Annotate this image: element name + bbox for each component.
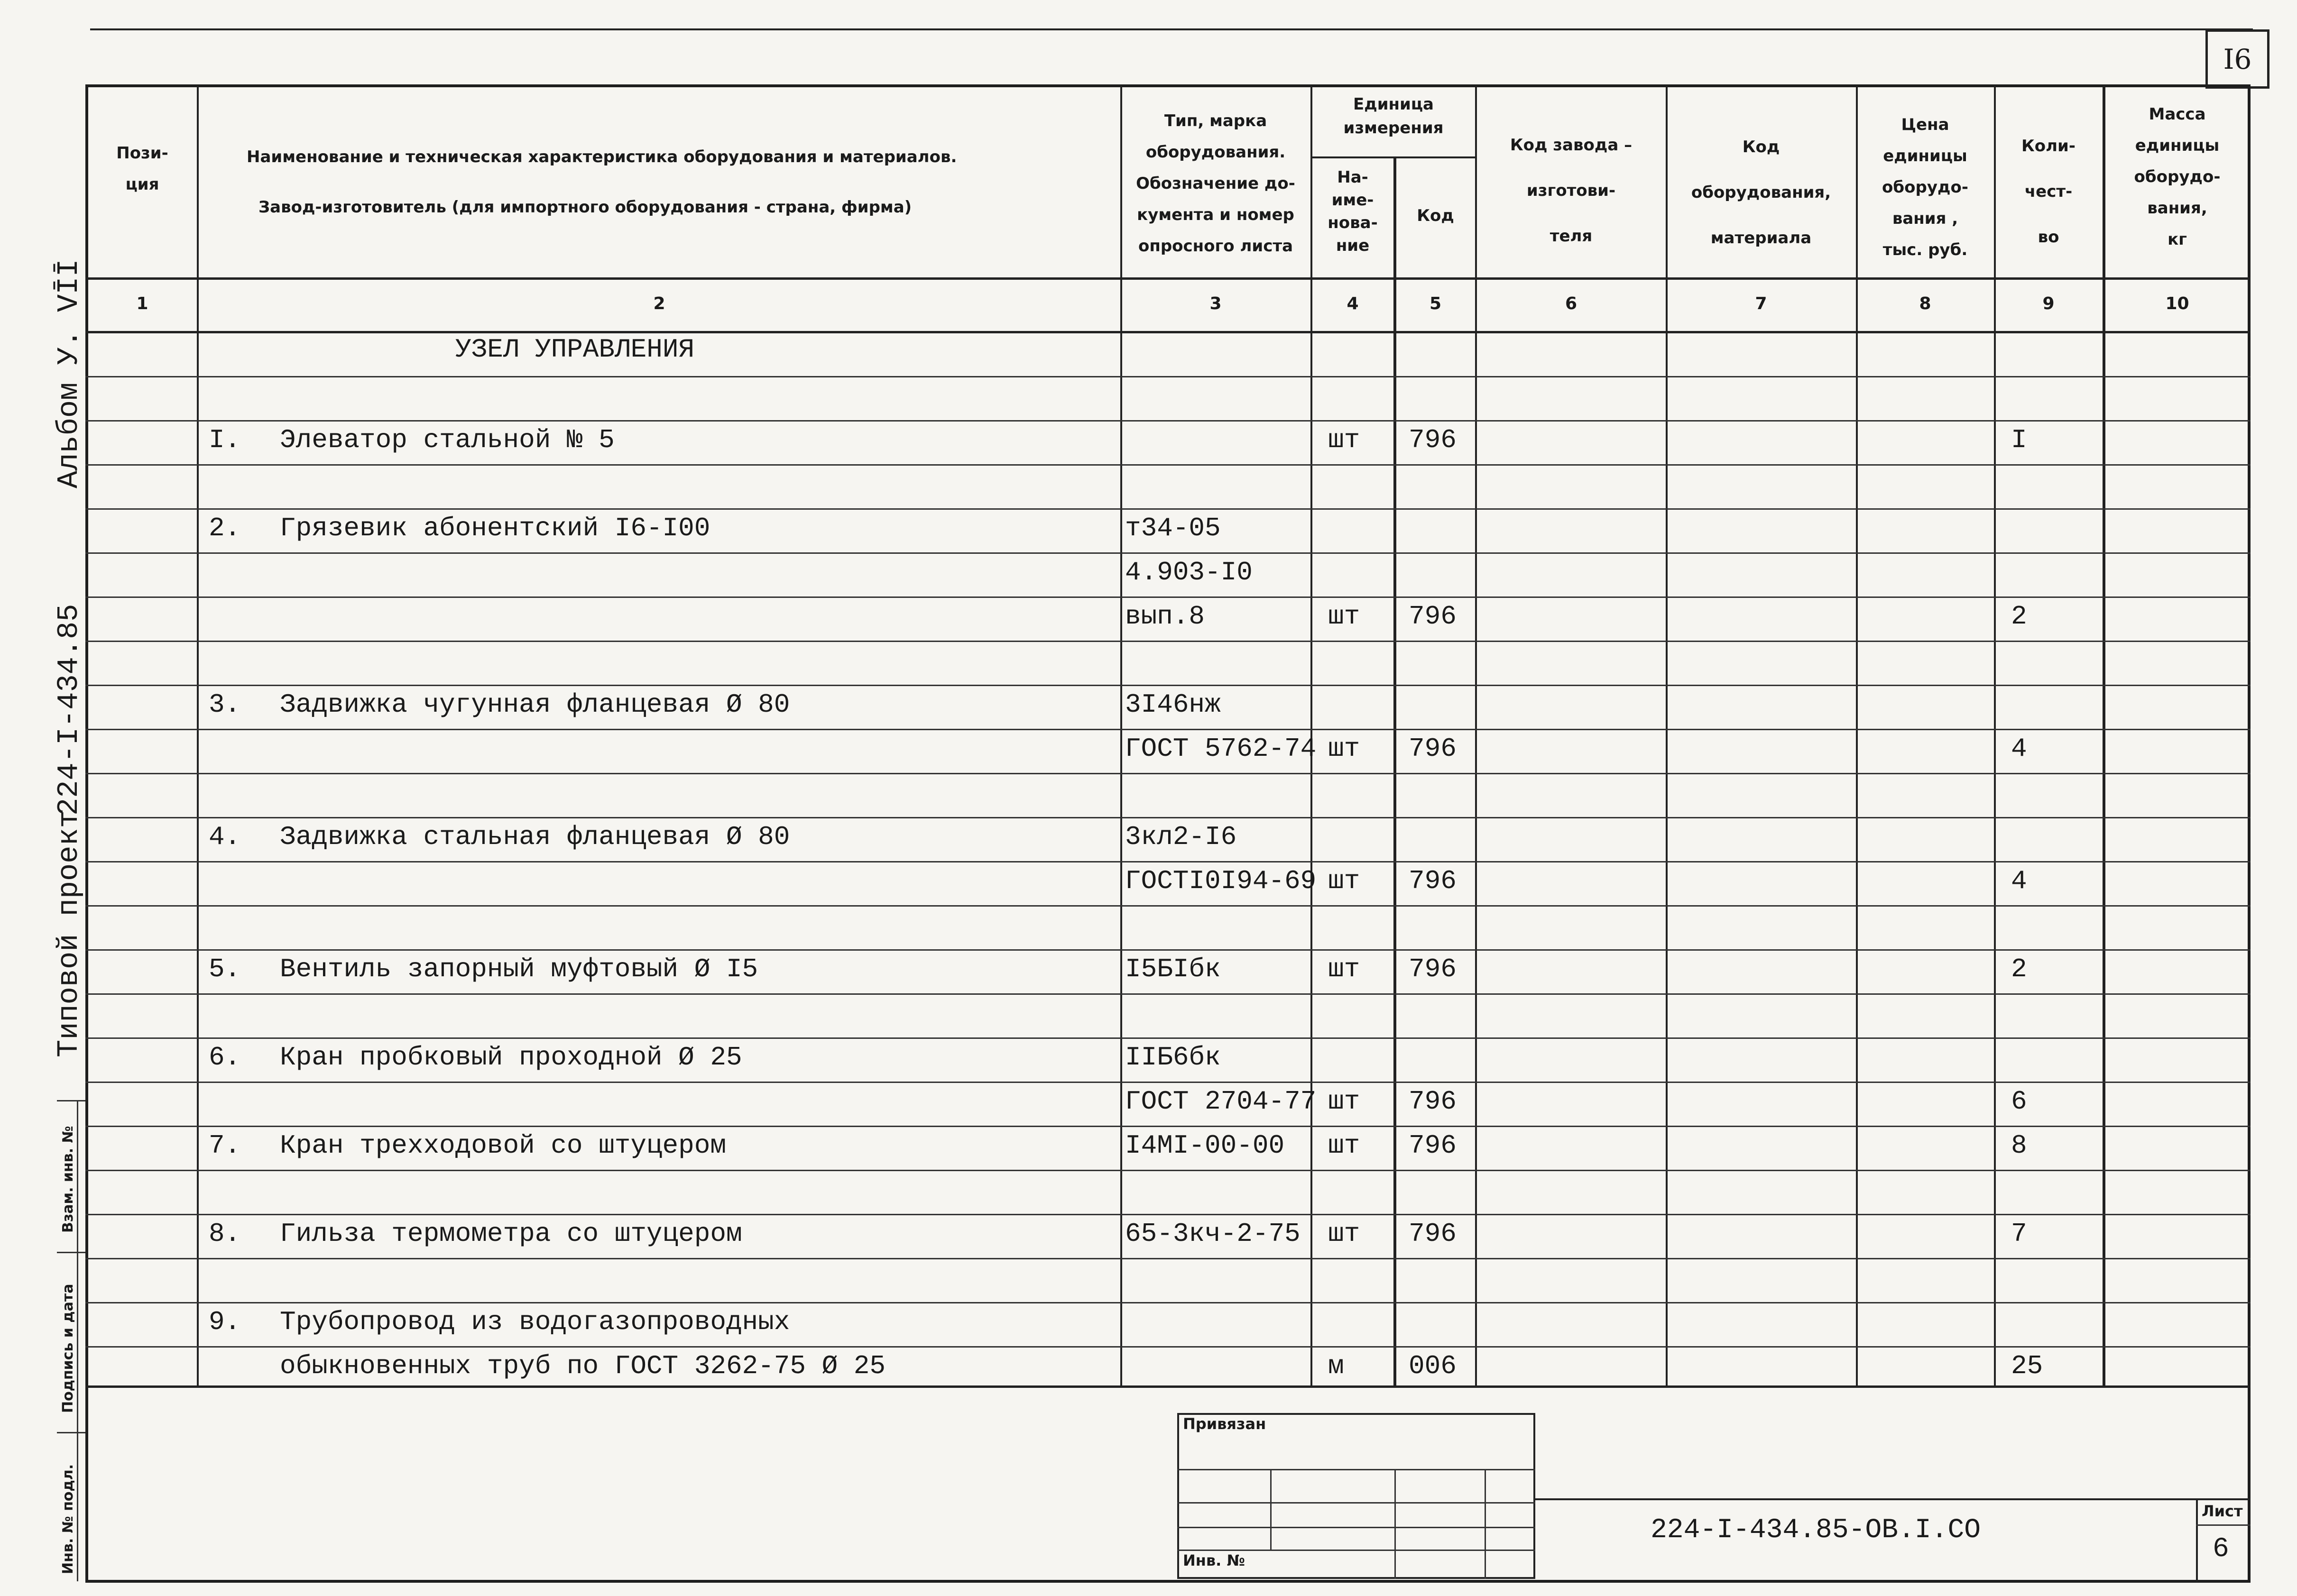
row-number: I. [209,425,241,455]
row-line [85,376,2251,377]
row-line [85,1214,2251,1215]
row-number: 7. [209,1130,241,1161]
row-type: 3кл2-I6 [1125,822,1237,852]
row-line [85,1082,2251,1083]
row-line [85,685,2251,686]
row-line [85,1346,2251,1348]
row-line [85,552,2251,554]
colnum-9: 9 [2042,294,2055,313]
table-body-bottom [85,1385,2251,1388]
stamp-line-2 [1177,1502,1535,1504]
header-type: Тип, марка оборудования. Обозначение до- кумента и номер опросного листа [1136,111,1295,256]
project-type: Типовой проект [52,810,86,1057]
col-line-8 [1994,85,1996,1385]
row-unit: шт [1328,1086,1360,1117]
header-bottom-line [85,277,2251,280]
stamp-line-4 [1177,1550,1535,1551]
row-number: 9. [209,1307,241,1337]
row-line [85,993,2251,995]
row-line [85,773,2251,774]
row-number: 6. [209,1042,241,1073]
row-code: 796 [1409,1086,1457,1117]
row-name: Трубопровод из водогазопроводных [280,1307,790,1337]
top-border-line [90,28,2253,30]
colnum-2: 2 [653,294,665,313]
row-name: Кран пробковый проходной Ø 25 [280,1042,742,1073]
row-line [85,1037,2251,1039]
col-line-2 [1120,85,1122,1385]
row-line [85,1170,2251,1171]
colnum-6: 6 [1565,294,1577,313]
document-number: 224-I-434.85-ОВ.I.СО [1651,1515,1981,1546]
stamp-privyazan-label: Привязан [1183,1415,1266,1433]
row-type: вып.8 [1125,601,1205,632]
colnum-4: 4 [1347,294,1359,313]
row-type: I5БIбк [1125,954,1221,984]
col-line-4 [1393,156,1396,1385]
colnum-10: 10 [2165,294,2189,313]
row-unit: шт [1328,601,1360,632]
podpis-data-label: Подпись и дата [60,1284,76,1413]
row-name: Грязевик абонентский I6-I00 [280,513,710,543]
header-position: Пози- ция [116,144,168,194]
row-line [85,508,2251,510]
row-type: т34-05 [1125,513,1221,543]
stamp-vline-1 [1270,1469,1272,1550]
row-line [85,861,2251,862]
row-line [85,949,2251,951]
album-label: Альбом У. VĪĪ [52,259,86,488]
row-line [85,420,2251,422]
row-line [85,1302,2251,1303]
stamp-inv-label: Инв. № [1183,1551,1245,1569]
row-code: 796 [1409,866,1457,896]
row-line [85,905,2251,907]
col-line-1 [197,85,199,1385]
row-line [85,596,2251,598]
side-strip-sep-3 [57,1432,85,1433]
row-name: Задвижка чугунная фланцевая Ø 80 [280,689,790,720]
row-quantity: 6 [2011,1086,2027,1117]
row-line [85,641,2251,642]
sheet-number: 6 [2213,1534,2229,1565]
title-block-line [1535,1498,2251,1500]
row-line [85,729,2251,730]
stamp-line-3 [1177,1527,1535,1528]
row-name: Элеватор стальной № 5 [280,425,615,455]
header-factory-code: Код завода – изготови- теля [1510,136,1633,246]
sheet-label-line [2196,1524,2251,1526]
row-line [85,464,2251,466]
header-unit-name: На- име- нова- ние [1328,168,1378,255]
colnum-8: 8 [1919,294,1931,313]
header-unit-code: Код [1417,206,1454,225]
unit-subheader-line [1310,156,1475,158]
colnum-3: 3 [1209,294,1222,313]
row-quantity: 4 [2011,734,2027,764]
sheet-label: Лист [2202,1502,2243,1520]
header-mass: Масса единицы оборудо- вания, кг [2134,105,2221,249]
row-code: 796 [1409,1219,1457,1249]
side-strip-sep-2 [57,1252,85,1253]
row-type: 4.903-I0 [1125,557,1253,587]
row-number: 4. [209,822,241,852]
row-type: ГОСТ 2704-77 [1125,1086,1317,1117]
row-type: ГОСТ 5762-74 [1125,734,1317,764]
row-name: Кран трехходовой со штуцером [280,1130,726,1161]
row-code: 796 [1409,954,1457,984]
row-quantity: 25 [2011,1351,2043,1381]
side-strip-sep-1 [57,1100,85,1101]
row-quantity: 8 [2011,1130,2027,1161]
col-line-5 [1475,85,1477,1385]
row-line [85,817,2251,818]
stamp-vline-3 [1485,1469,1486,1579]
page-number: I6 [2205,29,2269,89]
row-code: 796 [1409,601,1457,632]
stamp-vline-2 [1394,1469,1396,1579]
row-quantity: 4 [2011,866,2027,896]
row-quantity: 2 [2011,954,2027,984]
stamp-line-1 [1177,1469,1535,1470]
row-unit: шт [1328,1219,1360,1249]
row-unit: шт [1328,866,1360,896]
project-number: 224-I-434.85 [52,604,86,816]
header-quantity: Коли- чест- во [2021,137,2076,247]
header-price: Цена единицы оборудо- вания , тыс. руб. [1882,115,1968,259]
row-type: ГОСТI0I94-69 [1125,866,1317,896]
row-code: 796 [1409,734,1457,764]
row-type: 65-3кч-2-75 [1125,1219,1301,1249]
section-title: УЗЕЛ УПРАВЛЕНИЯ [455,334,695,365]
row-unit: шт [1328,954,1360,984]
row-number: 8. [209,1219,241,1249]
row-unit: шт [1328,1130,1360,1161]
row-line [85,1258,2251,1259]
row-name: Задвижка стальная фланцевая Ø 80 [280,822,790,852]
row-name: обыкновенных труб по ГОСТ 3262-75 Ø 25 [280,1351,886,1381]
inv-podl-label: Инв. № подл. [60,1464,76,1574]
header-equipment-code: Код оборудования, материала [1691,138,1831,248]
header-name: Наименование и техническая характеристика оборудования и материалов. Завод-изготовитель (для импортного оборудования - страна, фирма) [247,147,957,217]
header-unit-group: Единица измерения [1343,95,1444,138]
colnum-bottom-line [85,331,2251,333]
row-number: 2. [209,513,241,543]
row-type: I4МI-00-00 [1125,1130,1285,1161]
row-unit: шт [1328,734,1360,764]
row-type: IIБ6бк [1125,1042,1221,1073]
row-type: 3I46нж [1125,689,1221,720]
row-name: Гильза термометра со штуцером [280,1219,742,1249]
row-quantity: 2 [2011,601,2027,632]
row-line [85,1126,2251,1127]
colnum-1: 1 [136,294,148,313]
colnum-5: 5 [1429,294,1442,313]
row-unit: шт [1328,425,1360,455]
side-strip-line [77,1100,78,1581]
row-name: Вентиль запорный муфтовый Ø I5 [280,954,758,984]
col-line-6 [1666,85,1668,1385]
colnum-7: 7 [1755,294,1767,313]
col-line-7 [1856,85,1858,1385]
row-unit: м [1328,1351,1344,1381]
vzam-inv-label: Взам. инв. № [60,1126,76,1233]
row-code: 796 [1409,425,1457,455]
col-line-9 [2103,85,2105,1385]
row-quantity: I [2011,425,2027,455]
sheet-box-line [2196,1498,2198,1582]
row-code: 006 [1409,1351,1457,1381]
row-code: 796 [1409,1130,1457,1161]
row-number: 5. [209,954,241,984]
row-number: 3. [209,689,241,720]
row-quantity: 7 [2011,1219,2027,1249]
